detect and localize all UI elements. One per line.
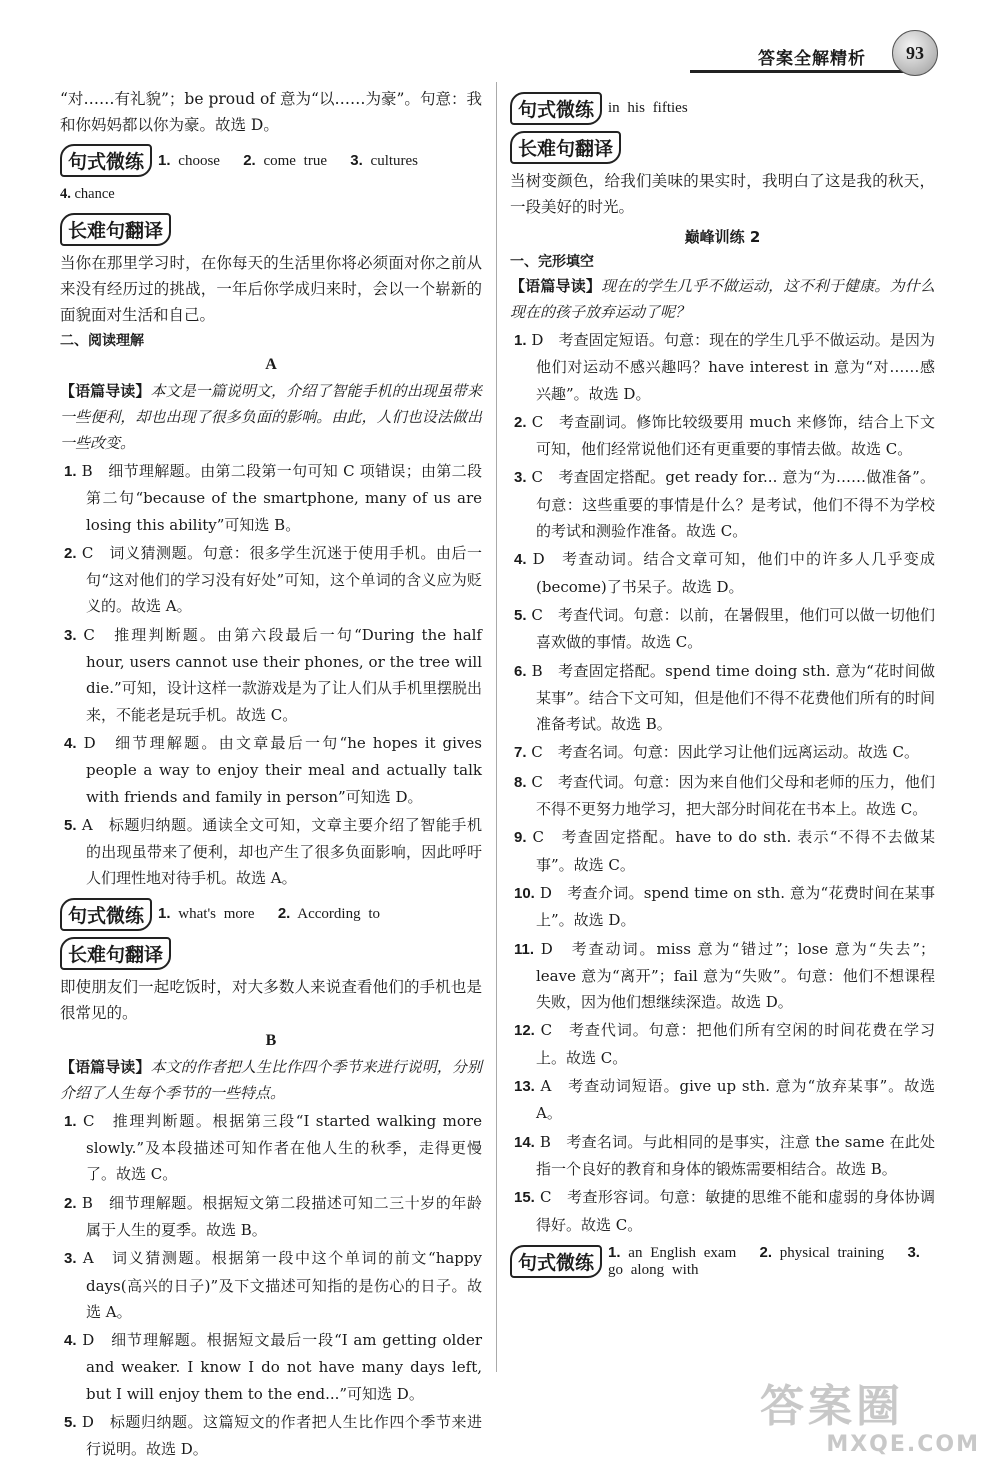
list-item: 1. C 推理判断题。根据第三段“I started walking more slowly.”及本段描述可知作者在他人生的秋季，走得更慢了。故选 C。	[64, 1111, 482, 1184]
watermark-url: MXQE.COM	[826, 1432, 980, 1457]
list-item: 6. B 考查固定搭配。spend time doing sth. 意为“花时间做某事”。结合下文可知，但是他们不得不花费他们所有的时间准备考试。故选 B。	[514, 661, 935, 734]
list-item: 5. A 标题归纳题。通读全文可知，文章主要介绍了智能手机的出现虽带来了便利，却也产生了很多负面影响，因此呼吁人们理性地对待手机。故选 A。	[64, 815, 482, 888]
list-item: 5. D 标题归纳题。这篇短文的作者把人生比作四个季节来进行说明。故选 D。	[64, 1413, 482, 1459]
intro-paragraph: “对……有礼貌”；be proud of 意为“以……为豪”。句意：我和你妈妈都以你为豪。故选 D。	[60, 90, 482, 134]
watermark-text: 答案圈	[760, 1381, 904, 1432]
page-header	[0, 0, 1000, 80]
translation-banner-2	[60, 937, 482, 970]
list-item: 11. D 考查动词。miss 意为“错过”；lose 意为“失去”；leave 意为“离开”；fail 意为“失败”。句意：他们不想课程失败，因为他们想继续深造。故选 D。	[514, 939, 935, 1012]
list-item: 3. C 考查固定搭配。get ready for... 意为“为……做准备”。句意：这些重要的事情是什么？是考试，他们不得不为学校的考试和测验作准备。故选 C。	[514, 468, 935, 541]
list-item: 4. D 细节理解题。根据短文最后一段“I am getting older and weaker. I know I do not have many days left, but I will enjoy them to the end...”可知选 D。	[64, 1331, 482, 1403]
watermark-logo	[760, 1382, 990, 1467]
drill-answers: 1. what's more 2. According to	[158, 905, 380, 923]
drill-banner-3	[510, 92, 935, 125]
drill-banner-2	[60, 898, 482, 931]
translation-label: 长难句翻译	[510, 131, 621, 164]
drill-answer-4: 4. chance	[60, 186, 115, 202]
list-item: 8. C 考查代词。句意：因为来自他们父母和老师的压力，他们不得不更努力地学习，把大部分时间花在书本上。故选 C。	[514, 772, 935, 819]
translation-label: 长难句翻译	[60, 937, 171, 970]
list-item: 2. C 词义猜测题。句意：很多学生沉迷于使用手机。由后一句“这对他们的学习没有好处”可知，这个单词的含义应为贬义的。故选 A。	[64, 543, 482, 616]
answers-part-a	[60, 458, 482, 892]
drill-answers: in his fifties	[608, 100, 688, 116]
list-item: 1. B 细节理解题。由第二段第一句可知 C 项错误；由第二段第二句“because of the smartphone, many of us are losing this ability”可知选 B。	[64, 462, 482, 534]
translation-text-1: 当你在那里学习时，在你每天的生活里你将必须面对你之前从来没有经历过的挑战，一年后你学成归来时，会以一个崭新的面貌面对生活和自己。	[60, 254, 482, 324]
drill-label: 句式微练	[60, 898, 152, 931]
drill-banner-1	[60, 144, 482, 177]
list-item: 1. D 考查固定短语。句意：现在的学生几乎不做运动。是因为他们对运动不感兴趣吗？have interest in 意为“对……感兴趣”。故选 D。	[514, 331, 935, 403]
list-item: 5. C 考查代词。句意：以前，在暑假里，他们可以做一切他们喜欢做的事情。故选 C。	[514, 605, 935, 652]
answers-part-b	[60, 1108, 482, 1463]
part-a-heading: A	[265, 356, 277, 373]
drill-answers: 1. an English exam 2. physical training 3. go along with	[608, 1243, 920, 1278]
list-item: 3. A 词义猜测题。根据第一段中这个单词的前文“happy days(高兴的日子)”及下文描述可知指的是伤心的日子。故选 A。	[64, 1249, 482, 1321]
drill-answers: 1. choose 2. come true 3. cultures	[158, 151, 419, 169]
header-rule	[690, 70, 905, 73]
translation-text-3: 当树变颜色，给我们美味的果实时，我明白了这是我的秋天，一段美好的时光。	[510, 172, 935, 216]
section-reading-heading: 二、阅读理解	[60, 333, 144, 349]
list-item: 13. A 考查动词短语。give up sth. 意为“放弃某事”。故选 A。	[514, 1077, 935, 1123]
part-b-heading: B	[265, 1031, 277, 1049]
drill-banner-4	[510, 1244, 935, 1279]
guide-a: 【语篇导读】本文是一篇说明文，介绍了智能手机的出现虽带来一些便利，却也出现了很多负面的影响。由此，人们也设法做出一些改变。	[60, 382, 482, 452]
list-item: 9. C 考查固定搭配。have to do sth. 表示“不得不去做某事”。故选 C。	[514, 828, 935, 874]
list-item: 4. D 细节理解题。由文章最后一句“he hopes it gives people a way to enjoy their meal and actually talk with friends and family in person”可知选 D。	[64, 733, 482, 806]
drill-label: 句式微练	[60, 144, 152, 177]
training-title: 巅峰训练 2	[684, 228, 761, 246]
list-item: 4. D 考查动词。结合文章可知，他们中的许多人几乎变成(become)了书呆子。故选 D。	[514, 550, 935, 596]
translation-banner-3	[510, 131, 935, 164]
translation-banner-1	[60, 213, 482, 246]
header-title: 答案全解精析	[758, 49, 866, 69]
guide-b: 【语篇导读】本文的作者把人生比作四个季节来进行说明，分别介绍了人生每个季节的一些特点。	[60, 1057, 482, 1102]
column-divider	[496, 82, 497, 1372]
list-item: 15. C 考查形容词。句意：敏捷的思维不能和虚弱的身体协调得好。故选 C。	[514, 1188, 935, 1234]
list-item: 10. D 考查介词。spend time on sth. 意为“花费时间在某事上”。故选 D。	[514, 883, 935, 930]
drill-label: 句式微练	[510, 1245, 602, 1278]
section-cloze-heading: 一、完形填空	[510, 254, 594, 270]
translation-text-2: 即使朋友们一起吃饭时，对大多数人来说查看他们的手机也是很常见的。	[60, 977, 482, 1022]
page-number: 93	[892, 30, 938, 76]
left-column	[60, 86, 482, 1465]
list-item: 14. B 考查名词。与此相同的是事实，注意 the same 在此处指一个良好的教育和身体的锻炼需要相结合。故选 B。	[514, 1132, 935, 1178]
list-item: 2. B 细节理解题。根据短文第二段描述可知二三十岁的年龄属于人生的夏季。故选 B。	[64, 1193, 482, 1239]
list-item: 3. C 推理判断题。由第六段最后一句“During the half hour, users cannot use their phones, or the tree will die.”可知，设计这样一款游戏是为了让人们从手机里摆脱出来，不能老是玩手机。故选 C。	[64, 625, 482, 724]
list-item: 7. C 考查名词。句意：因此学习让他们远离运动。故选 C。	[514, 743, 920, 762]
translation-label: 长难句翻译	[60, 213, 171, 246]
answers-cloze	[510, 327, 935, 1238]
list-item: 2. C 考查副词。修饰比较级要用 much 来修饰，结合上下文可知，他们经常说他们还有更重要的事情去做。故选 C。	[514, 412, 935, 459]
list-item: 12. C 考查代词。句意：把他们所有空闲的时间花费在学习上。故选 C。	[514, 1021, 935, 1067]
guide-cloze: 【语篇导读】现在的学生几乎不做运动，这不利于健康。为什么现在的孩子放弃运动了呢？	[510, 277, 935, 321]
drill-label: 句式微练	[510, 92, 602, 125]
right-column	[510, 86, 935, 1283]
